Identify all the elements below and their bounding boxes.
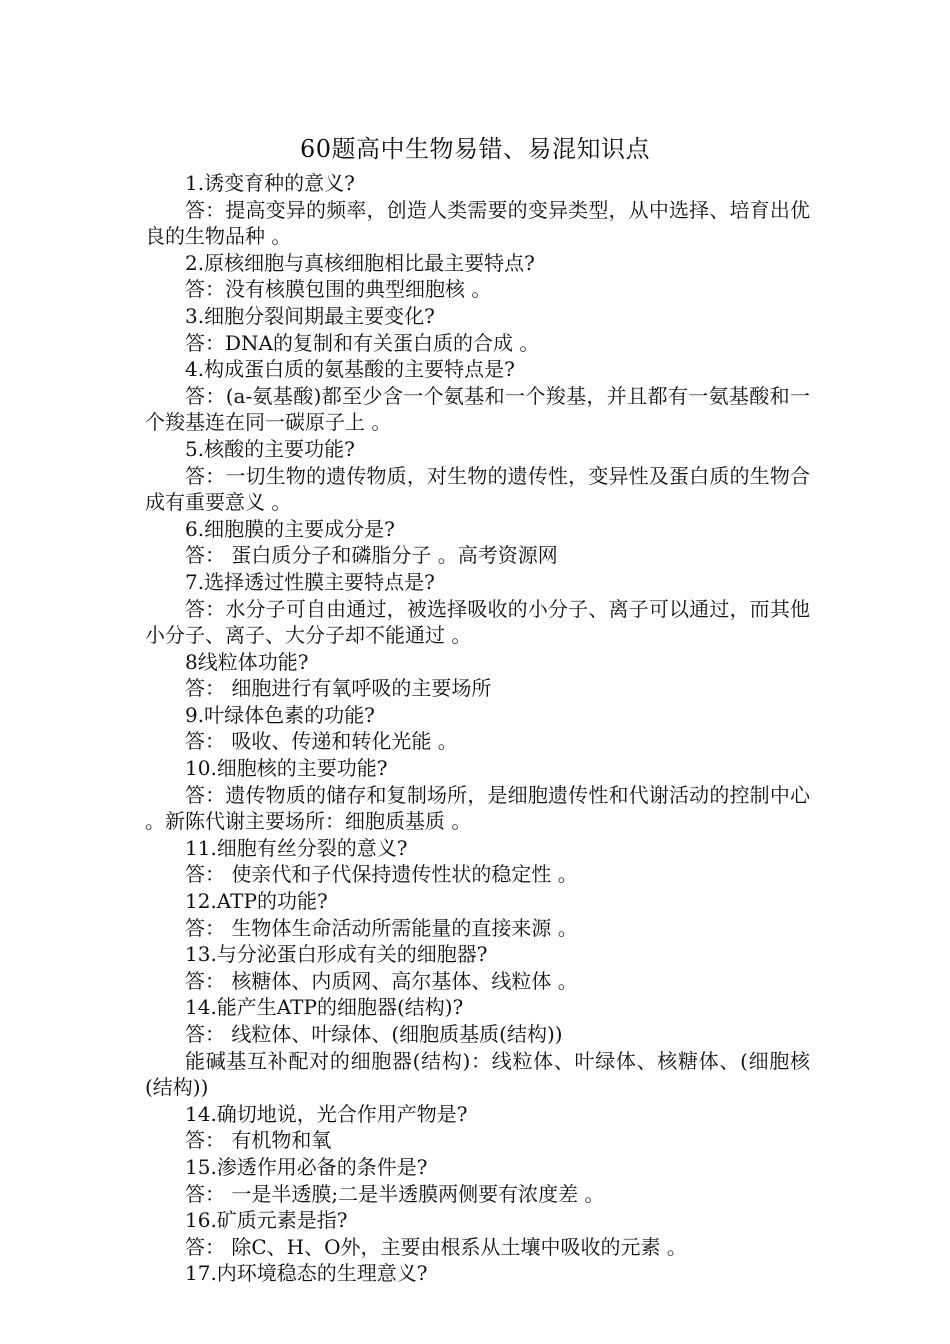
question-paragraph: 能碱基互补配对的细胞器(结构)：线粒体、叶绿体、核糖体、(细胞核(结构)) (145, 1048, 810, 1100)
question-paragraph: 3.细胞分裂间期最主要变化? (185, 303, 435, 328)
question-paragraph: 5.核酸的主要功能? (185, 436, 355, 461)
answer-paragraph: 答： 除C、H、O外，主要由根系从土壤中吸收的元素 。 (185, 1234, 687, 1259)
answer-paragraph: 答： 线粒体、叶绿体、(细胞质基质(结构)) (185, 1022, 563, 1046)
answer-paragraph: 答： 细胞进行有氧呼吸的主要场所 (185, 676, 492, 701)
answer-paragraph: 答： 蛋白质分子和磷脂分子 。高考资源网 (185, 543, 558, 568)
answer-paragraph: 答：提高变异的频率，创造人类需要的变异类型，从中选择、培育出优良的生物品种 。 (145, 197, 810, 249)
question-paragraph: 12.ATP的功能? (185, 889, 328, 914)
answer-paragraph: 答：(a-氨基酸)都至少含一个氨基和一个羧基，并且都有一氨基酸和一个羧基连在同一碳原子上 。 (145, 383, 810, 435)
answer-paragraph: 答： 使亲代和子代保持遗传性状的稳定性 。 (185, 862, 578, 887)
answer-paragraph: 答：DNA的复制和有关蛋白质的合成 。 (185, 330, 540, 355)
question-paragraph: 15.渗透作用必备的条件是? (185, 1154, 428, 1179)
question-paragraph: 16.矿质元素是指? (185, 1208, 348, 1233)
answer-paragraph: 答： 生物体生命活动所需能量的直接来源 。 (185, 915, 578, 940)
question-paragraph: 11.细胞有丝分裂的意义? (185, 835, 408, 860)
answer-paragraph: 答： 吸收、传递和转化光能 。 (185, 729, 458, 754)
question-paragraph: 13.与分泌蛋白形成有关的细胞器? (185, 942, 488, 967)
answer-paragraph: 答：一切生物的遗传物质，对生物的遗传性，变异性及蛋白质的生物合成有重要意义 。 (145, 463, 810, 515)
question-paragraph: 17.内环境稳态的生理意义? (185, 1261, 428, 1286)
question-paragraph: 1.诱变育种的意义? (185, 171, 355, 195)
question-paragraph: 9.叶绿体色素的功能? (185, 702, 375, 727)
question-paragraph: 14.能产生ATP的细胞器(结构)? (185, 995, 464, 1020)
answer-paragraph: 答： 有机物和氧 (185, 1128, 332, 1153)
document-title: 60题高中生物易错、易混知识点 (299, 135, 651, 163)
question-paragraph: 7.选择透过性膜主要特点是? (185, 569, 435, 594)
question-paragraph: 8线粒体功能? (185, 649, 309, 674)
question-paragraph: 10.细胞核的主要功能? (185, 756, 388, 781)
question-paragraph: 6.细胞膜的主要成分是? (185, 516, 395, 541)
answer-paragraph: 答： 核糖体、内质网、高尔基体、线粒体 。 (185, 968, 578, 993)
document-body (145, 170, 810, 1287)
answer-paragraph: 答：没有核膜包围的典型细胞核 。 (185, 277, 492, 302)
answer-paragraph: 答：水分子可自由通过，被选择吸收的小分子、离子可以通过，而其他小分子、离子、大分子却不能通过 。 (145, 596, 810, 648)
question-paragraph: 4.构成蛋白质的氨基酸的主要特点是? (185, 357, 515, 382)
question-paragraph: 14.确切地说，光合作用产物是? (185, 1101, 468, 1126)
answer-paragraph: 答： 一是半透膜;二是半透膜两侧要有浓度差 。 (185, 1181, 605, 1206)
question-paragraph: 2.原核细胞与真核细胞相比最主要特点? (185, 250, 535, 275)
answer-paragraph: 答：遗传物质的储存和复制场所，是细胞遗传性和代谢活动的控制中心 。新陈代谢主要场所：细胞质基质 。 (145, 782, 810, 834)
